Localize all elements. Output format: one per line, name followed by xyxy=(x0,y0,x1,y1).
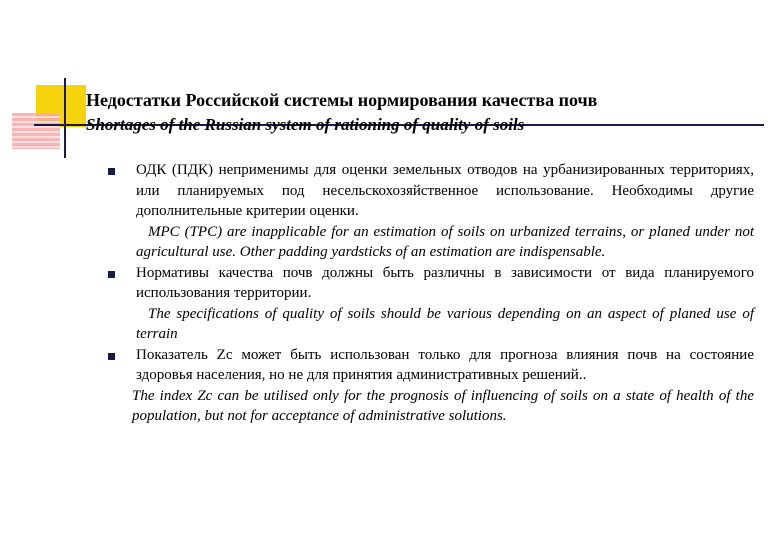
square-bullet-icon xyxy=(108,271,115,278)
item-text-english: MPC (TPC) are inapplicable for an estimation of soils on urbanized terrains, or planed under not agricultural use. Other padding yardsticks of an estimation are indispensable. xyxy=(136,223,754,260)
slide-title-russian: Недостатки Российской системы нормирования качества почв xyxy=(86,90,598,110)
square-bullet-icon xyxy=(108,353,115,360)
item-text-russian: Показатель Zc может быть использован только для прогноза влияния почв на состояние здоровья населения, но не для принятия административных решений.. xyxy=(136,346,754,383)
slide-title-english: Shortages of the Russian system of rationing of quality of soils xyxy=(86,115,525,134)
item-text-english: The index Zc can be utilised only for the prognosis of influencing of soils on a state of health of the population, but not for acceptance of administrative solutions. xyxy=(132,387,754,424)
list-item xyxy=(108,160,754,263)
list-item xyxy=(108,345,754,427)
item-text-russian: ОДК (ПДК) неприменимы для оценки земельных отводов на урбанизированных территориях, или планируемых под несельскохозяйственное использование. Необходимы другие дополнительные критерии оценки. xyxy=(136,162,754,219)
item-text-english: The specifications of quality of soils should be various depending on an aspect of planed use of terrain xyxy=(136,305,754,342)
decor-vertical-rule xyxy=(64,78,66,158)
decor-pink-stripes xyxy=(12,113,60,149)
square-bullet-icon xyxy=(108,168,115,175)
list-item xyxy=(108,263,754,345)
item-text-russian: Нормативы качества почв должны быть различны в зависимости от вида планируемого использования территории. xyxy=(136,264,754,301)
bullet-list xyxy=(108,160,754,427)
